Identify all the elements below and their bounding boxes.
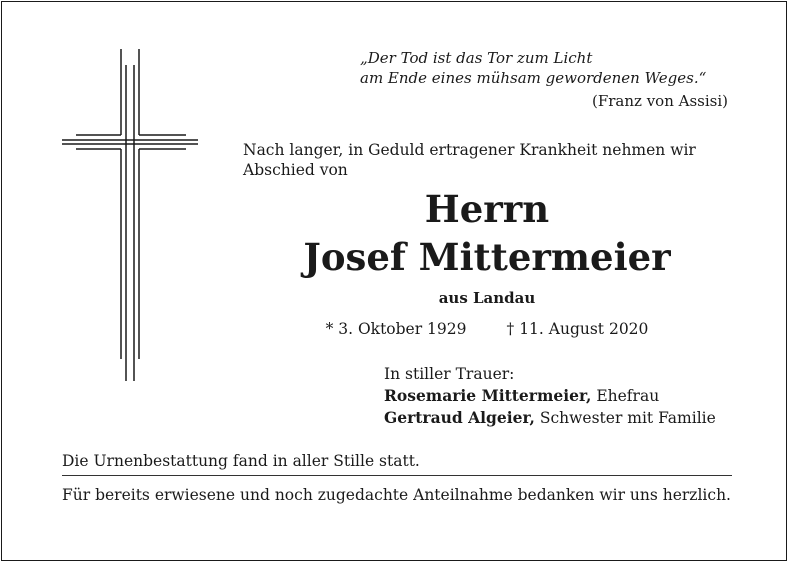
death-date: † 11. August 2020 (506, 320, 649, 338)
birth-date: * 3. Oktober 1929 (325, 320, 467, 338)
mourner-relation: Schwester mit Familie (534, 409, 716, 427)
mourners-block (384, 364, 716, 429)
mourners-heading: In stiller Trauer: (384, 365, 515, 383)
divider (62, 475, 732, 476)
life-dates (242, 320, 732, 338)
deceased-name: Josef Mittermeier (303, 235, 671, 279)
mourner-name: Rosemarie Mittermeier, (384, 386, 592, 405)
quote-line-2: am Ende eines mühsam gewordenen Weges.“ (360, 69, 707, 87)
obituary-card (1, 1, 787, 561)
mourner-entry (384, 385, 716, 407)
mourner-entry (384, 407, 716, 429)
burial-notice: Die Urnenbestattung fand in aller Stille statt. (62, 452, 420, 470)
intro-text: Nach langer, in Geduld ertragener Krankheit nehmen wir Abschied von (243, 141, 696, 179)
quote-line-1: „Der Tod ist das Tor zum Licht (360, 49, 593, 67)
salutation: Herrn (424, 187, 550, 231)
quote-author: (Franz von Assisi) (591, 92, 728, 110)
thanks-text: Für bereits erwiesene und noch zugedachte Anteilnahme bedanken wir uns herzlich. (62, 486, 731, 504)
mourner-name: Gertraud Algeier, (384, 408, 535, 427)
quote-block (308, 48, 728, 111)
cross-icon (62, 49, 198, 381)
origin-text: aus Landau (438, 289, 536, 307)
mourner-relation: Ehefrau (591, 387, 660, 405)
